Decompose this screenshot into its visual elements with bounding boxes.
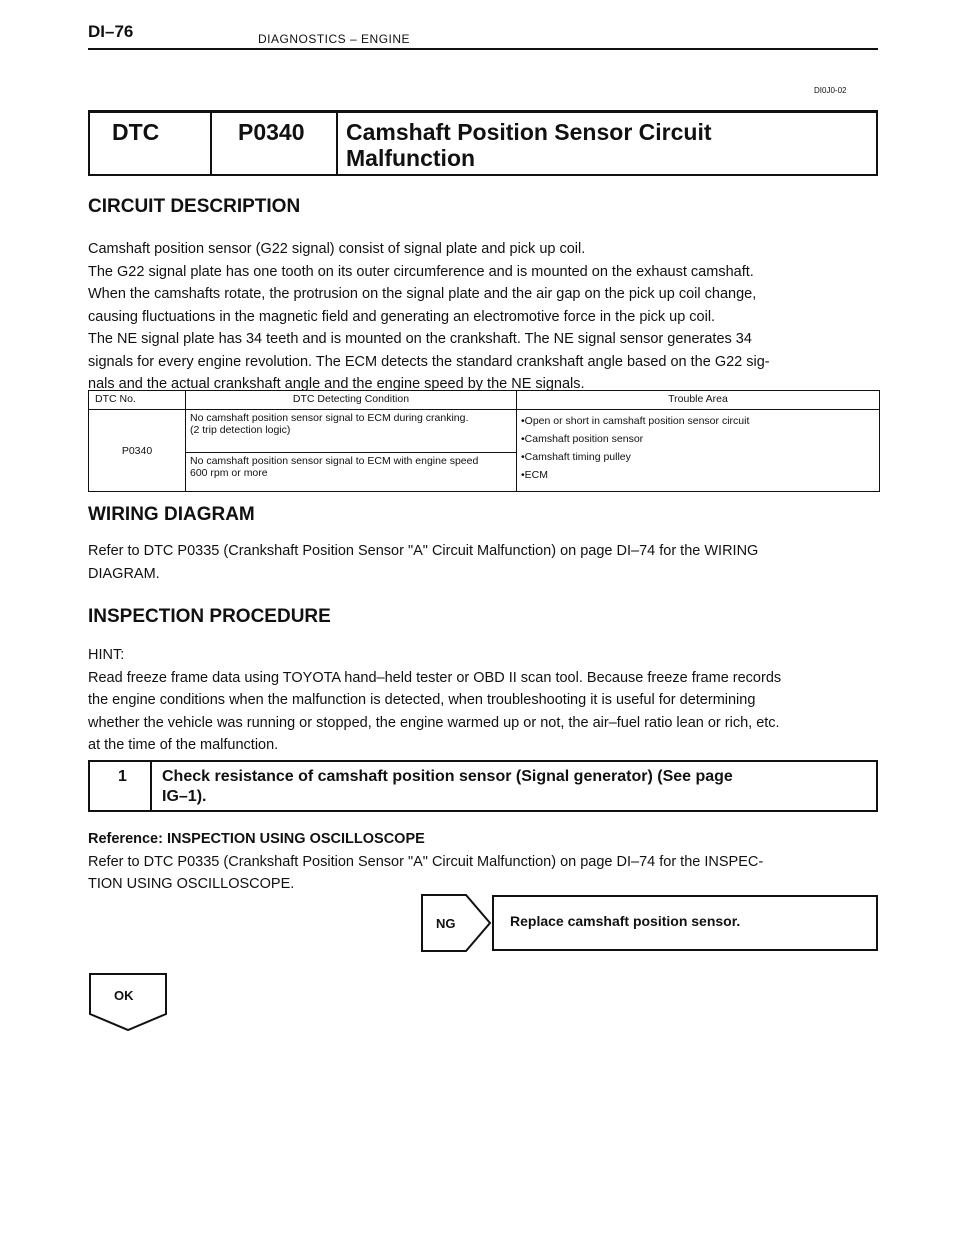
column-header: DTC No. [89,391,186,410]
condition-cell [186,410,517,453]
paragraph-line: When the camshafts rotate, the protrusion on the signal plate and the air gap on the pick up coil change, [88,286,757,302]
dtc-title-line: Malfunction [346,145,476,171]
paragraph-line: Refer to DTC P0335 (Crankshaft Position Sensor "A" Circuit Malfunction) on page DI–74 for the INSPEC- [88,853,764,870]
hint-text [88,644,880,757]
wiring-diagram-heading: WIRING DIAGRAM [88,504,255,525]
reference-heading: Reference: INSPECTION USING OSCILLOSCOPE [88,831,425,847]
table-row [89,410,880,453]
ng-label: NG [436,916,456,931]
cell-line: (2 trip detection logic) [190,424,291,436]
paragraph-line: signals for every engine revolution. The ECM detects the standard crankshaft angle based on the G22 sig- [88,353,770,370]
trouble-area-cell [517,410,880,492]
step-text-line: Check resistance of camshaft position sensor (Signal generator) (See page [162,768,733,785]
ng-arrow-icon [420,893,494,955]
cell-line: •ECM [521,469,549,481]
circuit-description-heading: CIRCUIT DESCRIPTION [88,196,301,217]
ok-label: OK [114,988,134,1003]
paragraph-line: Read freeze frame data using TOYOTA hand–held tester or OBD II scan tool. Because freeze frame records [88,669,782,686]
column-header: Trouble Area [517,391,880,410]
table-header-row [89,391,880,410]
reference-text [88,828,880,896]
dtc-title-box [88,110,878,176]
cell-line: No camshaft position sensor signal to ECM during cranking. [190,412,469,424]
wiring-diagram-text [88,540,880,585]
step-box [88,760,878,812]
dtc-title-line: Camshaft Position Sensor Circuit [346,119,712,145]
dtc-number-cell: P0340 [89,410,186,492]
paragraph-line: Camshaft position sensor (G22 signal) consist of signal plate and pick up coil. [88,241,586,257]
dtc-label: DTC [90,113,212,174]
paragraph-line: whether the vehicle was running or stopped, the engine warmed up or not, the air–fuel ratio lean or rich, etc. [88,714,780,731]
paragraph-line: causing fluctuations in the magnetic field and generating an electromotive force in the pick up coil. [88,308,716,325]
dtc-table [88,390,880,492]
paragraph-line: TION USING OSCILLOSCOPE. [88,876,295,892]
step-text-line: IG–1). [162,788,207,805]
column-header: DTC Detecting Condition [186,391,517,410]
paragraph-line: at the time of the malfunction. [88,737,279,753]
condition-cell [186,453,517,492]
running-head: DIAGNOSTICS – ENGINE [258,32,411,46]
paragraph-line: DIAGRAM. [88,565,160,582]
cell-line: •Camshaft position sensor [521,433,644,445]
page-number: DI–76 [88,22,134,41]
header-rule [88,48,878,50]
step-text [162,767,862,807]
document-code: DI0J0-02 [814,86,847,95]
paragraph-line: The G22 signal plate has one tooth on its outer circumference and is mounted on the exhaust camshaft. [88,263,754,280]
hint-label: HINT: [88,647,125,663]
circuit-description-text [88,238,880,396]
dtc-code: P0340 [212,113,338,174]
paragraph-line: nals and the actual crankshaft angle and the engine speed by the NE signals. [88,376,585,392]
paragraph-line: The NE signal plate has 34 teeth and is mounted on the crankshaft. The NE signal sensor generates 34 [88,331,752,347]
paragraph-line: the engine conditions when the malfunction is detected, when troubleshooting it is useful for determining [88,692,756,708]
ng-action-text: Replace camshaft position sensor. [510,913,741,929]
step-number: 1 [90,762,152,810]
inspection-procedure-heading: INSPECTION PROCEDURE [88,606,331,627]
cell-line: •Camshaft timing pulley [521,451,631,463]
cell-line: •Open or short in camshaft position sensor circuit [521,415,750,427]
paragraph-line: Refer to DTC P0335 (Crankshaft Position Sensor "A" Circuit Malfunction) on page DI–74 for the WIRING [88,543,759,559]
dtc-title [346,119,866,171]
ng-action-box [492,895,878,951]
cell-line: 600 rpm or more [190,467,268,479]
cell-line: No camshaft position sensor signal to ECM with engine speed [190,455,479,467]
